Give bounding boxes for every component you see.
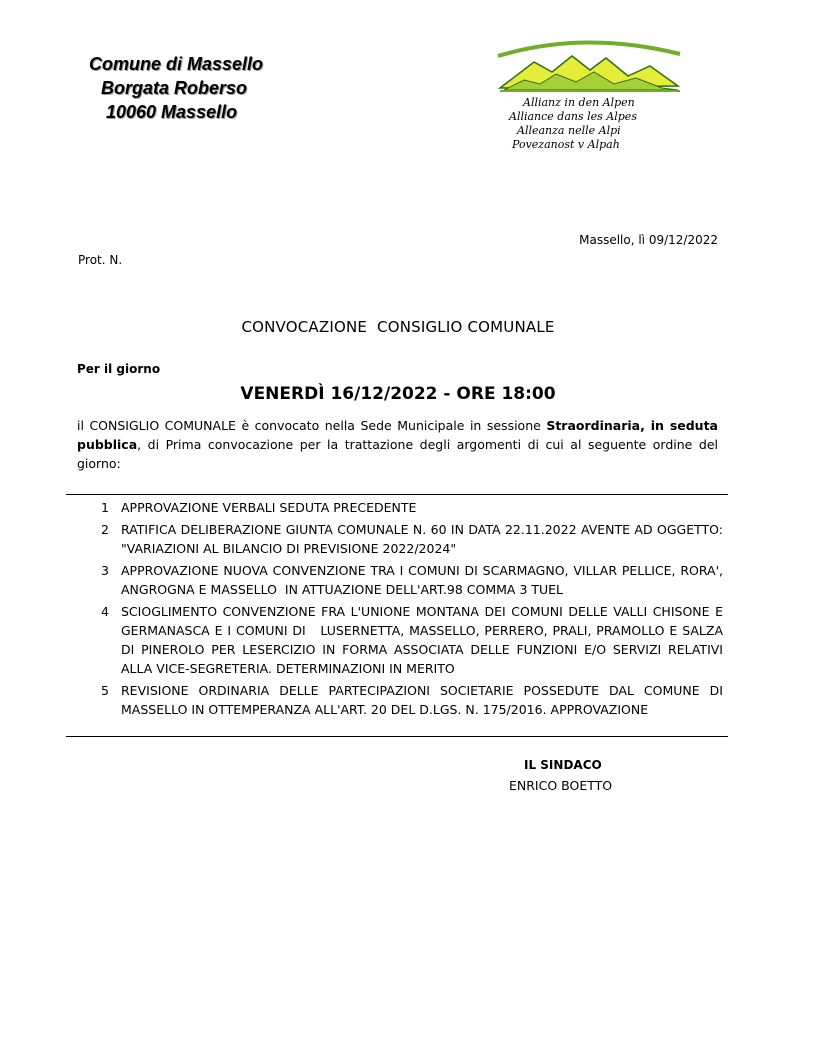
alliance-line-it: Alleanza nelle Alpi [517, 124, 621, 137]
alliance-line-de: Allianz in den Alpen [523, 96, 635, 109]
per-il-giorno-label: Per il giorno [77, 362, 161, 376]
agenda-item-text: APPROVAZIONE NUOVA CONVENZIONE TRA I COMUNI DI SCARMAGNO, VILLAR PELLICE, RORA', ANGROGNA E MASSELLO IN ATTUAZIONE DELL'ART.98 COMMA 3 TUEL [121, 563, 727, 597]
signature-name: ENRICO BOETTO [509, 778, 613, 793]
agenda-item-number: 5 [101, 683, 109, 698]
intro-paragraph [77, 416, 718, 473]
agenda-item-number: 3 [101, 563, 109, 578]
agenda-item [97, 520, 723, 558]
agenda-item-text: SCIOGLIMENTO CONVENZIONE FRA L'UNIONE MONTANA DEI COMUNI DELLE VALLI CHISONE E GERMANASCA E I COMUNI DI LUSERNETTA, MASSELLO, PERRERO, PRALI, PRAMOLLO E SALZA DI PINEROLO PER LESERCIZIO IN FORMA ASSOCIATA DELLE FUNZIONI E/O SERVIZI RELATIVI ALLA VICE-SEGRETERIA. DETERMINAZIONI IN MERITO [121, 604, 727, 676]
agenda-bottom-rule [66, 736, 728, 737]
alliance-mountains-logo [494, 36, 684, 96]
municipality-address-postcode: 10060 Massello [106, 102, 238, 122]
intro-text-part1: il CONSIGLIO COMUNALE è convocato nella Sede Municipale in sessione [77, 418, 547, 433]
agenda-item-text: RATIFICA DELIBERAZIONE GIUNTA COMUNALE N. 60 IN DATA 22.11.2022 AVENTE AD OGGETTO: "VARIAZIONI AL BILANCIO DI PREVISIONE 2022/2024" [121, 522, 723, 556]
agenda-item-text: APPROVAZIONE VERBALI SEDUTA PRECEDENTE [121, 500, 417, 515]
agenda-top-rule [66, 494, 728, 495]
alliance-line-fr: Alliance dans les Alpes [509, 110, 637, 123]
signature-label: IL SINDACO [524, 758, 602, 772]
agenda-item [97, 681, 723, 719]
intro-text-bold: Straordinaria, in seduta pubblica [77, 418, 718, 452]
agenda-item-number: 1 [101, 500, 109, 515]
agenda-list [97, 498, 727, 722]
alliance-line-sl: Povezanost v Alpah [512, 138, 620, 151]
agenda-item-number: 2 [101, 522, 109, 537]
intro-text-part2: , di Prima convocazione per la trattazione degli argomenti di cui al seguente ordine del giorno: [77, 437, 718, 471]
agenda-item-text: REVISIONE ORDINARIA DELLE PARTECIPAZIONI SOCIETARIE POSSEDUTE DAL COMUNE DI MASSELLO IN OTTEMPERANZA ALL'ART. 20 DEL D.LGS. N. 175/2016. APPROVAZIONE [121, 683, 723, 717]
agenda-item [97, 561, 727, 599]
municipality-address-borgata: Borgata Roberso [101, 78, 248, 98]
agenda-item [97, 498, 723, 517]
agenda-item [97, 602, 727, 678]
document-date: Massello, lì 09/12/2022 [579, 233, 718, 247]
agenda-item-number: 4 [101, 604, 109, 619]
protocol-number: Prot. N. [78, 253, 123, 267]
municipality-name: Comune di Massello [89, 54, 264, 74]
meeting-datetime: VENERDÌ 16/12/2022 - ORE 18:00 [240, 384, 556, 404]
document-title: CONVOCAZIONE CONSIGLIO COMUNALE [241, 318, 555, 336]
logo-arc [498, 42, 680, 56]
